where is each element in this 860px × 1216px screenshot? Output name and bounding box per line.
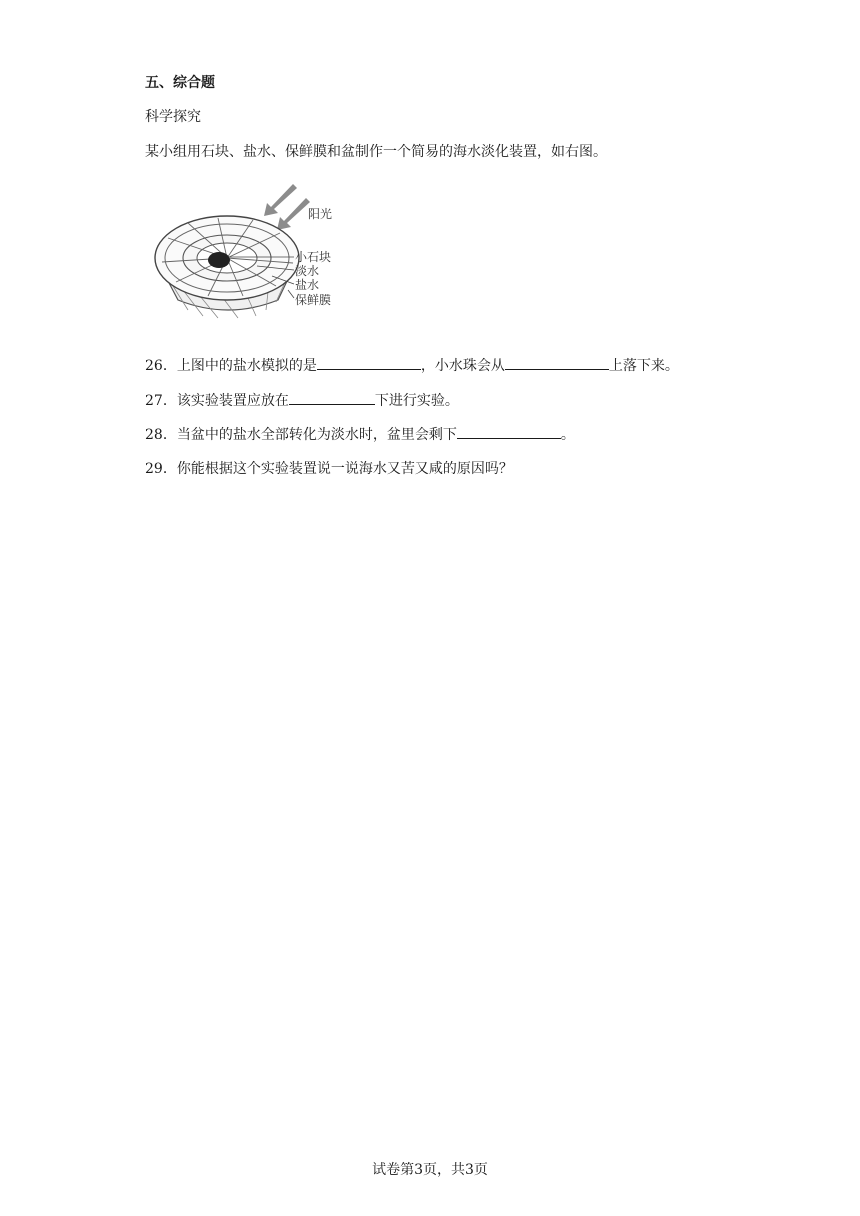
question-number: 26．	[145, 358, 177, 374]
question-number: 29．	[145, 461, 177, 477]
desalination-diagram	[148, 178, 348, 328]
question-26	[145, 355, 679, 375]
question-27	[145, 390, 459, 410]
question-text: 当盆中的盐水全部转化为淡水时，盆里会剩下	[176, 427, 457, 443]
page-footer: 试卷第3页，共3页	[372, 1162, 488, 1178]
label-plastic-wrap: 保鲜膜	[295, 293, 332, 307]
question-text: 上图中的盐水模拟的是	[176, 358, 317, 374]
answer-blank[interactable]	[505, 355, 609, 370]
sunlight-arrows-icon	[264, 184, 310, 230]
section-subheading: 科学探究	[145, 109, 201, 125]
answer-blank[interactable]	[457, 424, 561, 439]
answer-blank[interactable]	[289, 390, 375, 405]
stone-shape	[208, 252, 230, 268]
answer-blank[interactable]	[317, 355, 421, 370]
label-stone: 小石块	[295, 250, 332, 264]
section-title: 五、综合题	[145, 75, 215, 91]
label-fresh-water: 淡水	[295, 264, 320, 278]
question-text: 该实验装置应放在	[176, 393, 289, 409]
label-sunlight: 阳光	[308, 207, 333, 221]
question-number: 27．	[145, 393, 177, 409]
question-29	[145, 458, 513, 478]
question-text: 下进行实验。	[374, 393, 459, 409]
desalination-figure	[148, 178, 348, 328]
question-text: 你能根据这个实验装置说一说海水又苦又咸的原因吗？	[176, 461, 513, 477]
question-28	[145, 424, 575, 444]
question-number: 28．	[145, 427, 177, 443]
question-text: ，小水珠会从	[420, 358, 505, 374]
question-text: 上落下来。	[608, 358, 679, 374]
label-salt-water: 盐水	[295, 278, 320, 292]
question-text: 。	[560, 427, 575, 443]
intro-paragraph: 某小组用石块、盐水、保鲜膜和盆制作一个简易的海水淡化装置，如右图。	[145, 144, 607, 160]
